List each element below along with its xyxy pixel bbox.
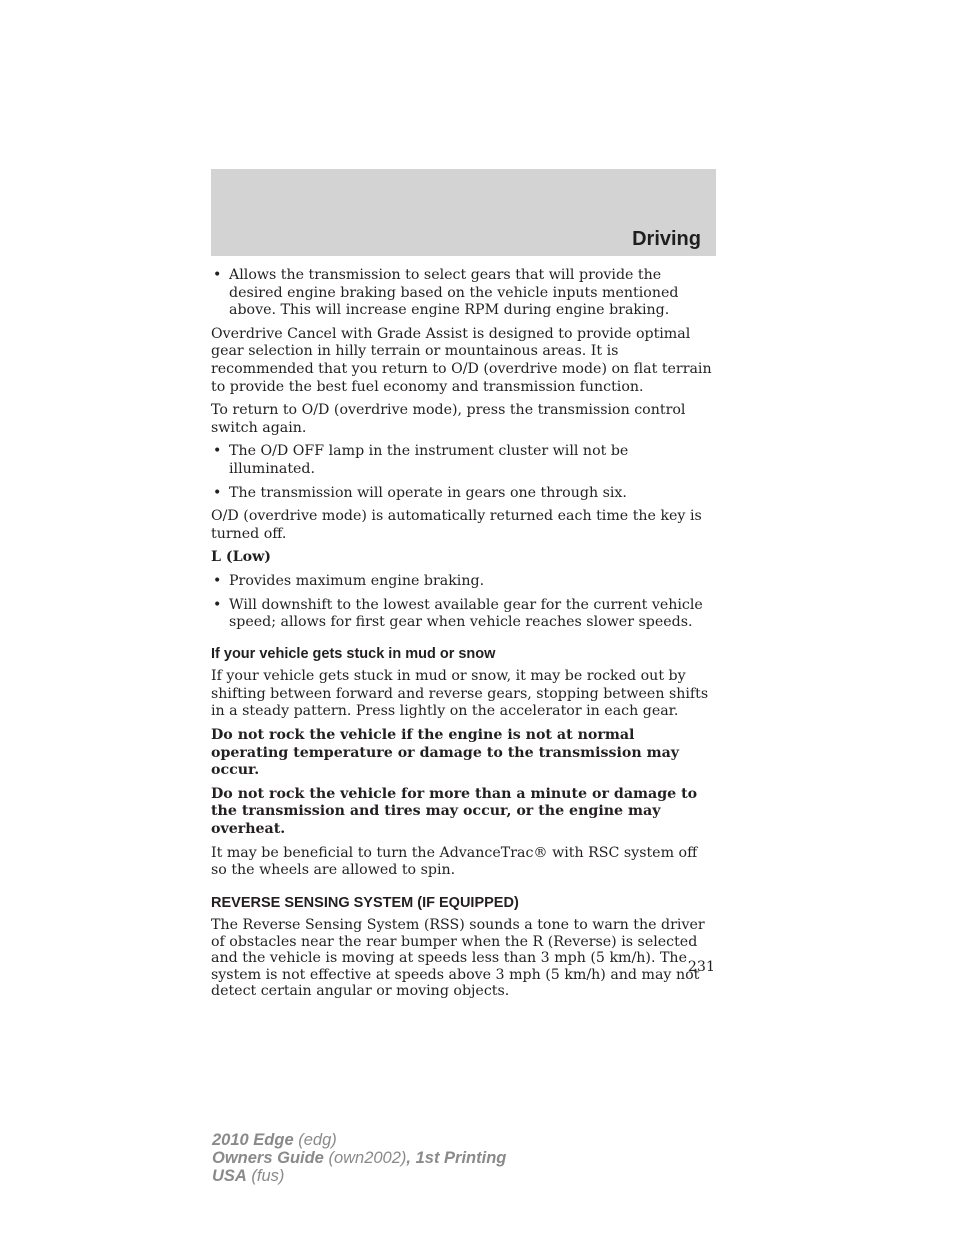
- bullet-text: Provides maximum engine braking.: [229, 572, 485, 589]
- warning-text: Do not rock the vehicle for more than a minute or damage to the transmission and tires may occur, or the engine may overheat.: [211, 785, 698, 838]
- paragraph: Overdrive Cancel with Grade Assist is designed to provide optimal gear selection in hilly terrain or mountainous areas. It is recommended that you return to O/D (overdrive mode) on flat terrain to provide the best fuel economy and transmission function.: [211, 325, 712, 395]
- paragraph: The Reverse Sensing System (RSS) sounds a tone to warn the driver of obstacles near the rear bumper when the R (Reverse) is selected and the vehicle is moving at speeds less than 3 mph (5 km/h). The system is not effective at speeds above 3 mph (5 km/h) and may not detect certain angular or moving objects.: [211, 917, 705, 1000]
- bullet-item: [211, 485, 716, 503]
- bullet-item: [211, 573, 716, 591]
- bullet-text: Will downshift to the lowest available gear for the current vehicle speed; allows for first gear when vehicle reaches slower speeds.: [229, 596, 703, 631]
- footer-line: [212, 1131, 506, 1149]
- footer-line: [212, 1149, 506, 1167]
- rss-heading: REVERSE SENSING SYSTEM (IF EQUIPPED): [211, 894, 519, 911]
- bullet-item: [211, 597, 716, 632]
- page-content: [211, 267, 716, 1006]
- bullet-icon: •: [213, 572, 222, 589]
- paragraph: If your vehicle gets stuck in mud or snow, it may be rocked out by shifting between forward and reverse gears, stopping between shifts in a steady pattern. Press lightly on the accelerator in each gear.: [211, 668, 709, 720]
- paragraph: O/D (overdrive mode) is automatically returned each time the key is turned off.: [211, 508, 702, 542]
- bullet-item: [211, 443, 716, 478]
- footer-line: [212, 1167, 506, 1185]
- footer-printing: , 1st Printing: [406, 1149, 507, 1167]
- section-title: Driving: [632, 228, 701, 250]
- footer-model: 2010 Edge: [212, 1131, 294, 1149]
- bullet-icon: •: [213, 443, 222, 460]
- low-gear-heading: L (Low): [211, 549, 271, 566]
- footer-code: (fus): [246, 1167, 285, 1185]
- bullet-icon: •: [213, 596, 222, 613]
- footer-code: (edg): [293, 1131, 337, 1149]
- bullet-text: Allows the transmission to select gears that will provide the desired engine braking based on the vehicle inputs mentioned above. This will increase engine RPM during engine braking.: [229, 267, 679, 319]
- bullet-icon: •: [213, 484, 222, 501]
- document-footer: [212, 1131, 506, 1185]
- section-header-bar: [211, 169, 716, 256]
- paragraph: To return to O/D (overdrive mode), press the transmission control switch again.: [211, 402, 686, 436]
- footer-market: USA: [212, 1167, 247, 1185]
- page-number: 231: [687, 959, 715, 975]
- bullet-icon: •: [213, 267, 222, 283]
- stuck-heading: If your vehicle gets stuck in mud or snow: [211, 645, 496, 662]
- bullet-text: The O/D OFF lamp in the instrument cluster will not be illuminated.: [229, 443, 629, 477]
- bullet-item: [211, 267, 716, 320]
- footer-code: (own2002): [323, 1149, 407, 1167]
- footer-guide: Owners Guide: [212, 1149, 324, 1167]
- bullet-text: The transmission will operate in gears one through six.: [229, 484, 627, 501]
- warning-text: Do not rock the vehicle if the engine is not at normal operating temperature or damage to the transmission may occur.: [211, 727, 680, 779]
- paragraph: It may be beneficial to turn the AdvanceTrac® with RSC system off so the wheels are allowed to spin.: [211, 844, 698, 879]
